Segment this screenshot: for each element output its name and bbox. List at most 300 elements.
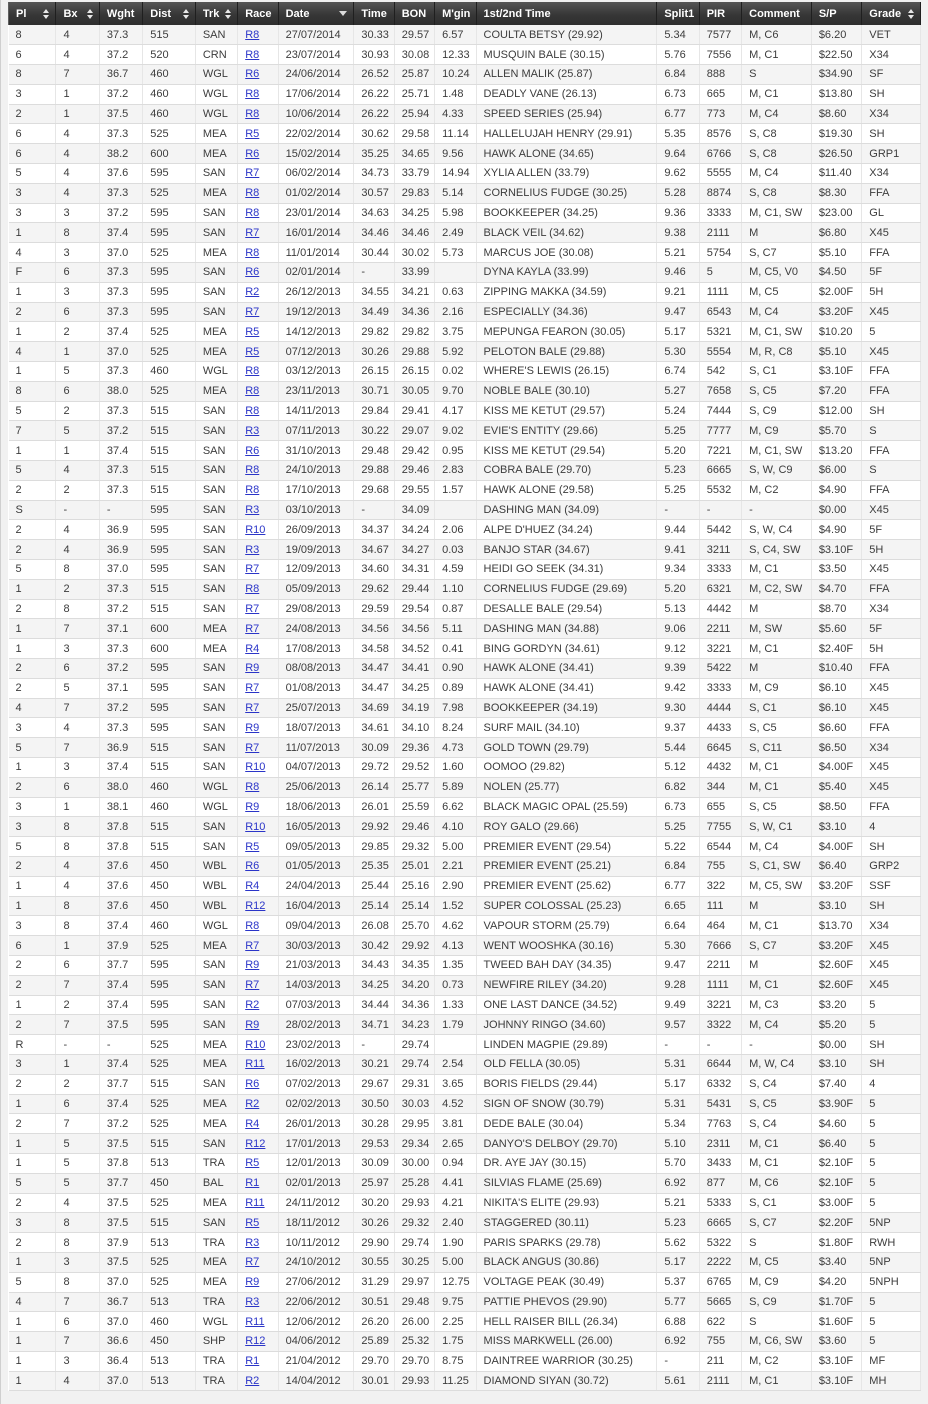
race-link[interactable]: R6	[245, 266, 260, 279]
cell-bon: 29.34	[394, 1134, 434, 1154]
race-link[interactable]: R8	[245, 28, 260, 41]
cell-time: -	[354, 500, 394, 520]
cell-mgin: 12.75	[435, 1272, 476, 1292]
cell-time: 29.88	[354, 461, 394, 481]
race-link[interactable]: R5	[245, 127, 260, 140]
race-link[interactable]: R7	[245, 603, 260, 615]
cell-comment: M, W, C4	[742, 1054, 812, 1074]
cell-first-second-time: HAWK ALONE (34.41)	[476, 659, 657, 679]
race-link[interactable]: R7	[245, 701, 260, 714]
cell-date: 17/10/2013	[278, 480, 354, 500]
column-header-trk[interactable]	[195, 2, 237, 25]
cell-comment: M	[742, 896, 812, 916]
cell-pir: 5554	[699, 342, 741, 362]
cell-pir: 322	[699, 876, 741, 896]
cell-trk: WGL	[195, 1312, 237, 1332]
cell-dist: 515	[143, 817, 196, 837]
cell-date: 28/02/2013	[278, 1015, 354, 1035]
table-row	[9, 223, 921, 243]
cell-mgin: 1.33	[435, 995, 476, 1015]
cell-race	[238, 698, 278, 718]
cell-first-second-time: KISS ME KETUT (29.57)	[476, 401, 657, 421]
cell-time: 30.26	[354, 1213, 394, 1233]
race-link[interactable]: R9	[245, 1018, 260, 1031]
race-link[interactable]: R2	[245, 998, 260, 1011]
race-link[interactable]: R10	[245, 761, 266, 774]
cell-comment: S, C5	[742, 797, 812, 817]
cell-first-second-time: MARCUS JOE (30.08)	[476, 243, 657, 263]
cell-first-second-time: DAINTREE WARRIOR (30.25)	[476, 1351, 657, 1371]
table-row	[9, 263, 921, 283]
cell-mgin: 2.49	[435, 223, 476, 243]
cell-mgin: 0.94	[435, 1153, 476, 1173]
race-link[interactable]: R8	[245, 484, 260, 497]
cell-mgin: 5.92	[435, 342, 476, 362]
cell-time: 30.09	[354, 1153, 394, 1173]
cell-first-second-time: PELOTON BALE (29.88)	[476, 342, 657, 362]
race-link[interactable]: R10	[245, 820, 266, 833]
cell-split1: 9.28	[657, 975, 699, 995]
cell-comment: S, C8	[742, 144, 812, 164]
race-link[interactable]: R8	[245, 108, 260, 121]
cell-first-second-time: OLD FELLA (30.05)	[476, 1054, 657, 1074]
cell-date: 21/03/2013	[278, 955, 354, 975]
cell-mgin: 0.87	[435, 599, 476, 619]
race-link[interactable]: R8	[245, 365, 260, 378]
cell-first-second-time: EVIE'S ENTITY (29.66)	[476, 421, 657, 441]
race-link[interactable]: R3	[245, 543, 260, 556]
cell-pir: 1111	[699, 975, 741, 995]
cell-wght: 37.1	[99, 619, 142, 639]
cell-mgin: 4.13	[435, 936, 476, 956]
cell-wght: 37.7	[99, 1074, 142, 1094]
cell-race	[238, 718, 278, 738]
cell-sp: $0.00	[811, 500, 861, 520]
race-link[interactable]: R7	[245, 1256, 260, 1269]
race-link[interactable]: R3	[245, 504, 260, 517]
cell-date: 26/01/2013	[278, 1114, 354, 1134]
table-row	[9, 698, 921, 718]
cell-dist: 515	[143, 738, 196, 758]
race-link[interactable]: R10	[245, 523, 266, 536]
table-row	[9, 164, 921, 184]
cell-time: 30.93	[354, 45, 394, 65]
cell-split1: 5.25	[657, 817, 699, 837]
cell-grade: 5	[862, 1114, 921, 1134]
cell-split1: 9.44	[657, 520, 699, 540]
race-link[interactable]: R11	[245, 1196, 265, 1209]
race-link[interactable]: R8	[245, 919, 260, 932]
cell-first-second-time: NIKITA'S ELITE (29.93)	[476, 1193, 657, 1213]
cell-first-second-time: ESPECIALLY (34.36)	[476, 302, 657, 322]
cell-bx: 7	[56, 1332, 99, 1352]
cell-time: 34.25	[354, 975, 394, 995]
cell-pl: 1	[9, 876, 56, 896]
cell-race	[238, 975, 278, 995]
cell-first-second-time: SILVIAS FLAME (25.69)	[476, 1173, 657, 1193]
race-link[interactable]: R6	[245, 1078, 260, 1091]
race-link[interactable]: R5	[245, 325, 260, 338]
column-header-date[interactable]	[278, 2, 354, 25]
cell-mgin: 0.63	[435, 282, 476, 302]
cell-bon: 34.36	[394, 302, 434, 322]
race-link[interactable]: R5	[245, 1216, 260, 1229]
cell-pir: 3433	[699, 1153, 741, 1173]
cell-comment: M, C9	[742, 421, 812, 441]
cell-wght: 37.2	[99, 659, 142, 679]
race-link[interactable]: R12	[245, 899, 266, 912]
cell-race	[238, 1213, 278, 1233]
cell-trk: MEA	[195, 144, 237, 164]
race-link[interactable]: R9	[245, 721, 260, 734]
cell-sp: $2.20F	[811, 1213, 861, 1233]
sort-toggle-icon[interactable]	[43, 9, 49, 19]
race-link[interactable]: R9	[245, 800, 260, 813]
column-header-bx[interactable]	[56, 2, 99, 25]
cell-split1: 5.10	[657, 1134, 699, 1154]
cell-first-second-time: GOLD TOWN (29.79)	[476, 738, 657, 758]
cell-bx: 2	[56, 401, 99, 421]
cell-time: 30.57	[354, 183, 394, 203]
cell-bx: 5	[56, 1173, 99, 1193]
cell-time: 29.48	[354, 441, 394, 461]
race-link[interactable]: R9	[245, 1276, 260, 1289]
cell-split1: 5.77	[657, 1292, 699, 1312]
column-header-label: Date	[285, 7, 310, 20]
cell-mgin: 0.89	[435, 678, 476, 698]
cell-race	[238, 1114, 278, 1134]
cell-comment: S, W, C1	[742, 817, 812, 837]
cell-wght: 37.4	[99, 975, 142, 995]
cell-date: 07/03/2013	[278, 995, 354, 1015]
sort-toggle-icon[interactable]	[87, 9, 93, 19]
cell-bx: 6	[56, 955, 99, 975]
race-link[interactable]: R7	[245, 622, 260, 635]
cell-mgin	[435, 263, 476, 283]
cell-pl: 2	[9, 777, 56, 797]
cell-first-second-time: TWEED BAH DAY (34.35)	[476, 955, 657, 975]
table-row	[9, 104, 921, 124]
race-link[interactable]: R8	[245, 464, 260, 477]
cell-race	[238, 342, 278, 362]
cell-pl: 1	[9, 639, 56, 659]
cell-sp: $6.20	[811, 25, 861, 45]
cell-dist: 513	[143, 1233, 196, 1253]
cell-mgin: 5.11	[435, 619, 476, 639]
cell-pir: 2111	[699, 223, 741, 243]
race-link[interactable]: R8	[245, 48, 260, 61]
race-link[interactable]: R9	[245, 662, 260, 675]
cell-split1: 5.31	[657, 1054, 699, 1074]
cell-grade: X45	[862, 560, 921, 580]
race-link[interactable]: R12	[245, 1137, 266, 1150]
cell-grade: FFA	[862, 183, 921, 203]
race-link[interactable]: R8	[245, 246, 260, 259]
cell-bon: 29.46	[394, 461, 434, 481]
cell-pir: 2222	[699, 1252, 741, 1272]
cell-bon: 34.23	[394, 1015, 434, 1035]
cell-date: 22/02/2014	[278, 124, 354, 144]
cell-split1: 5.76	[657, 45, 699, 65]
cell-sp: $5.10	[811, 243, 861, 263]
cell-pl: 2	[9, 302, 56, 322]
cell-pir: 2211	[699, 619, 741, 639]
race-link[interactable]: R3	[245, 1236, 260, 1249]
cell-wght: 37.0	[99, 243, 142, 263]
cell-wght: 37.7	[99, 955, 142, 975]
cell-pir: 5321	[699, 322, 741, 342]
sort-toggle-icon[interactable]	[225, 9, 231, 19]
race-link[interactable]: R8	[245, 781, 260, 794]
cell-pir: 7777	[699, 421, 741, 441]
cell-first-second-time: BING GORDYN (34.61)	[476, 639, 657, 659]
race-link[interactable]: R5	[245, 840, 260, 853]
race-link[interactable]: R2	[245, 1375, 260, 1388]
cell-bx: 6	[56, 1094, 99, 1114]
table-row	[9, 1035, 921, 1055]
cell-split1: 6.73	[657, 84, 699, 104]
race-link[interactable]: R6	[245, 860, 260, 873]
cell-wght: 38.0	[99, 381, 142, 401]
race-link[interactable]: R4	[245, 1117, 260, 1130]
race-link[interactable]: R11	[245, 1315, 265, 1328]
cell-sp: $3.20F	[811, 302, 861, 322]
cell-wght: -	[99, 1035, 142, 1055]
cell-bon: 34.36	[394, 995, 434, 1015]
race-link[interactable]: R4	[245, 880, 260, 893]
cell-dist: 525	[143, 1035, 196, 1055]
cell-sp: $3.90F	[811, 1094, 861, 1114]
cell-trk: WBL	[195, 876, 237, 896]
cell-comment: M, C1	[742, 1153, 812, 1173]
sort-toggle-icon[interactable]	[908, 9, 914, 19]
cell-trk: WGL	[195, 797, 237, 817]
cell-race	[238, 104, 278, 124]
cell-bx: 2	[56, 322, 99, 342]
column-header-pl[interactable]	[9, 2, 56, 25]
race-link[interactable]: R6	[245, 68, 260, 81]
sort-toggle-icon[interactable]	[183, 9, 189, 19]
cell-mgin: 4.62	[435, 916, 476, 936]
cell-time: 34.43	[354, 955, 394, 975]
cell-bx: 7	[56, 1114, 99, 1134]
cell-wght: 38.1	[99, 797, 142, 817]
cell-sp: $2.10F	[811, 1173, 861, 1193]
cell-bon: 30.03	[394, 1094, 434, 1114]
table-row	[9, 144, 921, 164]
race-link[interactable]: R8	[245, 385, 260, 398]
cell-comment: S, C5	[742, 1094, 812, 1114]
cell-time: 26.08	[354, 916, 394, 936]
cell-date: 17/08/2013	[278, 639, 354, 659]
cell-comment: M, C1	[742, 45, 812, 65]
cell-mgin: 8.75	[435, 1351, 476, 1371]
cell-bx: 2	[56, 579, 99, 599]
cell-race	[238, 1332, 278, 1352]
cell-bx: 8	[56, 1233, 99, 1253]
race-link[interactable]: R3	[245, 424, 260, 437]
cell-comment: M, C9	[742, 678, 812, 698]
cell-date: 24/04/2013	[278, 876, 354, 896]
race-link[interactable]: R7	[245, 939, 260, 952]
race-link[interactable]: R3	[245, 1295, 260, 1308]
race-link[interactable]: R11	[245, 1058, 265, 1071]
race-link[interactable]: R10	[245, 1038, 266, 1051]
race-link[interactable]: R8	[245, 88, 260, 101]
cell-race	[238, 757, 278, 777]
cell-comment: S, W, C9	[742, 461, 812, 481]
cell-pir: 542	[699, 362, 741, 382]
cell-sp: $19.30	[811, 124, 861, 144]
table-row	[9, 1233, 921, 1253]
cell-grade: 5F	[862, 263, 921, 283]
cell-wght: 37.3	[99, 183, 142, 203]
race-link[interactable]: R8	[245, 207, 260, 220]
cell-bon: 29.58	[394, 124, 434, 144]
cell-comment: -	[742, 500, 812, 520]
column-header-dist[interactable]	[143, 2, 196, 25]
table-row	[9, 243, 921, 263]
sort-descending-icon[interactable]	[339, 11, 347, 16]
cell-bon: 25.71	[394, 84, 434, 104]
cell-sp: $3.10F	[811, 540, 861, 560]
race-link[interactable]: R5	[245, 1157, 260, 1170]
cell-date: 10/06/2014	[278, 104, 354, 124]
cell-first-second-time: BOOKKEEPER (34.25)	[476, 203, 657, 223]
race-link[interactable]: R2	[245, 286, 260, 299]
cell-grade: FFA	[862, 718, 921, 738]
cell-pir: 7755	[699, 817, 741, 837]
cell-grade: SH	[862, 401, 921, 421]
cell-first-second-time: PARIS SPARKS (29.78)	[476, 1233, 657, 1253]
table-row	[9, 797, 921, 817]
race-link[interactable]: R5	[245, 345, 260, 358]
race-link[interactable]: R6	[245, 147, 260, 160]
cell-date: 16/01/2014	[278, 223, 354, 243]
cell-grade: SH	[862, 1035, 921, 1055]
cell-pl: 5	[9, 401, 56, 421]
cell-split1: 5.28	[657, 183, 699, 203]
cell-dist: 595	[143, 203, 196, 223]
cell-mgin: 2.54	[435, 1054, 476, 1074]
cell-grade: X45	[862, 342, 921, 362]
race-link[interactable]: R7	[245, 226, 260, 239]
cell-pir: 6665	[699, 461, 741, 481]
cell-first-second-time: MEPUNGA FEARON (30.05)	[476, 322, 657, 342]
cell-bx: 7	[56, 619, 99, 639]
cell-date: 11/01/2014	[278, 243, 354, 263]
cell-trk: SAN	[195, 164, 237, 184]
cell-mgin: 4.21	[435, 1193, 476, 1213]
cell-pir: 3333	[699, 678, 741, 698]
cell-race	[238, 302, 278, 322]
race-link[interactable]: R1	[245, 1177, 260, 1190]
cell-bx: 6	[56, 381, 99, 401]
cell-sp: $5.10	[811, 342, 861, 362]
cell-comment: M, C4	[742, 164, 812, 184]
cell-bx: 8	[56, 817, 99, 837]
cell-wght: 37.2	[99, 84, 142, 104]
cell-date: 17/01/2013	[278, 1134, 354, 1154]
cell-sp: $10.40	[811, 659, 861, 679]
cell-first-second-time: DASHING MAN (34.88)	[476, 619, 657, 639]
cell-dist: 515	[143, 1074, 196, 1094]
cell-split1: 6.74	[657, 362, 699, 382]
cell-bx: 2	[56, 995, 99, 1015]
cell-date: 27/07/2014	[278, 25, 354, 45]
cell-comment: S, C1	[742, 362, 812, 382]
cell-comment: M, C4	[742, 1015, 812, 1035]
race-link[interactable]: R8	[245, 405, 260, 418]
cell-wght: 37.4	[99, 757, 142, 777]
column-header-grade[interactable]	[862, 2, 921, 25]
cell-pir: 3322	[699, 1015, 741, 1035]
cell-pir: 1111	[699, 282, 741, 302]
cell-sp: $5.40	[811, 777, 861, 797]
cell-grade: GRP2	[862, 856, 921, 876]
cell-bx: 3	[56, 282, 99, 302]
cell-wght: 36.7	[99, 65, 142, 85]
cell-sp: $1.60F	[811, 1312, 861, 1332]
cell-first-second-time: COULTA BETSY (29.92)	[476, 25, 657, 45]
cell-time: 30.20	[354, 1193, 394, 1213]
cell-bx: 8	[56, 896, 99, 916]
cell-bon: 29.46	[394, 817, 434, 837]
race-link[interactable]: R7	[245, 682, 260, 695]
cell-trk: SAN	[195, 282, 237, 302]
cell-comment: S, C9	[742, 1292, 812, 1312]
cell-sp: $3.40	[811, 1252, 861, 1272]
race-link[interactable]: R8	[245, 583, 260, 596]
race-link[interactable]: R8	[245, 187, 260, 200]
race-link[interactable]: R6	[245, 444, 260, 457]
column-header-label: Grade	[869, 7, 902, 20]
cell-trk: TRA	[195, 1292, 237, 1312]
cell-pl: 1	[9, 1094, 56, 1114]
race-link[interactable]: R2	[245, 1097, 260, 1110]
cell-bon: 34.10	[394, 718, 434, 738]
race-link[interactable]: R9	[245, 959, 260, 972]
race-link[interactable]: R4	[245, 642, 260, 655]
cell-mgin: 9.56	[435, 144, 476, 164]
cell-pir: 7763	[699, 1114, 741, 1134]
race-link[interactable]: R7	[245, 563, 260, 576]
cell-bx: 8	[56, 599, 99, 619]
cell-sp: $6.40	[811, 1134, 861, 1154]
cell-trk: SAN	[195, 560, 237, 580]
cell-race	[238, 540, 278, 560]
cell-date: 12/06/2012	[278, 1312, 354, 1332]
cell-sp: $2.60F	[811, 975, 861, 995]
race-link[interactable]: R7	[245, 306, 260, 319]
race-link[interactable]: R1	[245, 1355, 260, 1368]
cell-comment: M, C5	[742, 1252, 812, 1272]
cell-bon: 29.32	[394, 1213, 434, 1233]
cell-sp: $4.20	[811, 1272, 861, 1292]
cell-bon: 29.88	[394, 342, 434, 362]
race-link[interactable]: R12	[245, 1335, 266, 1348]
cell-first-second-time: LINDEN MAGPIE (29.89)	[476, 1035, 657, 1055]
cell-pl: 2	[9, 520, 56, 540]
cell-pl: 3	[9, 718, 56, 738]
cell-first-second-time: DIAMOND SIYAN (30.72)	[476, 1371, 657, 1391]
race-link[interactable]: R7	[245, 979, 260, 992]
race-link[interactable]: R7	[245, 167, 260, 180]
cell-bx: 1	[56, 104, 99, 124]
cell-split1: 5.62	[657, 1233, 699, 1253]
cell-sp: $6.50	[811, 738, 861, 758]
race-link[interactable]: R7	[245, 741, 260, 754]
